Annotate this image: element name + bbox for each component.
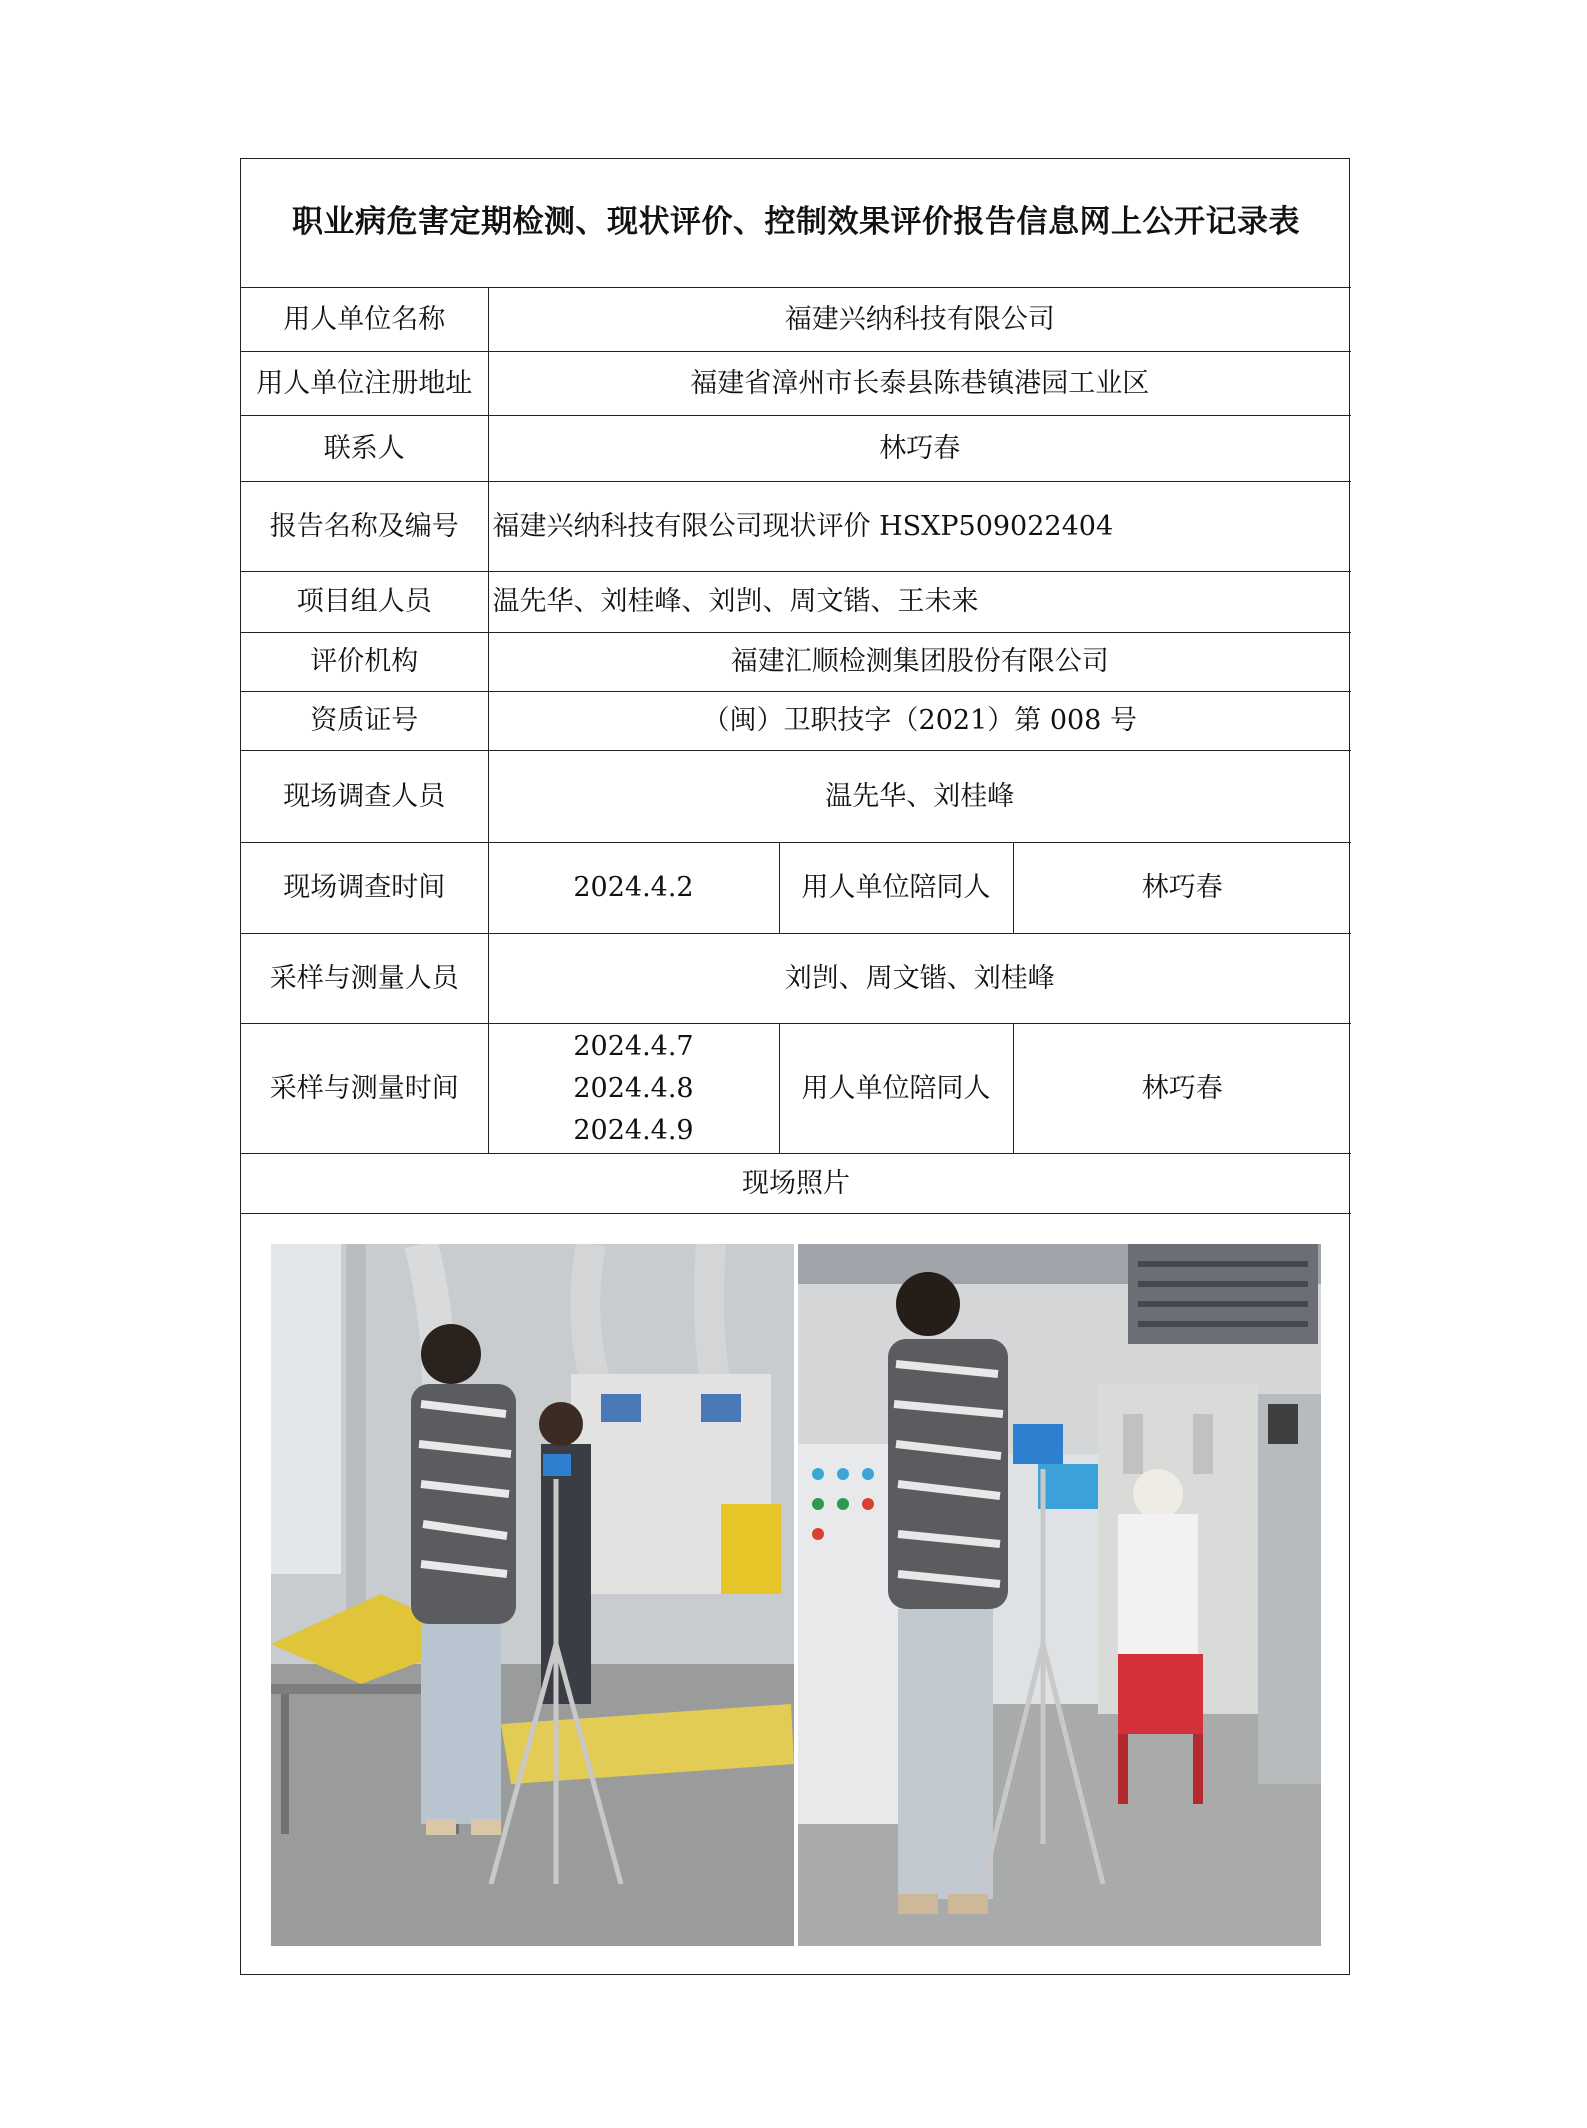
sampling-date: 2024.4.7 <box>573 1030 694 1062</box>
form-title: 职业病危害定期检测、现状评价、控制效果评价报告信息网上公开记录表 <box>241 159 1351 288</box>
row-survey-time <box>241 843 1351 934</box>
label-survey-time: 现场调查时间 <box>241 843 488 934</box>
value-team: 温先华、刘桂峰、刘剀、周文锴、王未来 <box>488 572 1351 633</box>
value-survey-time: 2024.4.2 <box>488 843 779 934</box>
row-report <box>241 482 1351 572</box>
label-sampling-staff: 采样与测量人员 <box>241 934 488 1024</box>
value-survey-staff: 温先华、刘桂峰 <box>488 751 1351 843</box>
label-report: 报告名称及编号 <box>241 482 488 572</box>
row-sampling-staff <box>241 934 1351 1024</box>
value-contact: 林巧春 <box>488 416 1351 482</box>
value-sampling-companion: 林巧春 <box>1013 1024 1351 1154</box>
row-license <box>241 692 1351 751</box>
value-employer-address: 福建省漳州市长泰县陈巷镇港园工业区 <box>488 352 1351 416</box>
value-license: （闽）卫职技字（2021）第 008 号 <box>488 692 1351 751</box>
label-agency: 评价机构 <box>241 633 488 692</box>
row-sampling-time <box>241 1024 1351 1154</box>
value-sampling-dates <box>488 1024 779 1154</box>
record-form <box>240 158 1350 1975</box>
row-employer-name <box>241 288 1351 352</box>
label-employer-name: 用人单位名称 <box>241 288 488 352</box>
value-report: 福建兴纳科技有限公司现状评价 HSXP509022404 <box>488 482 1351 572</box>
label-license: 资质证号 <box>241 692 488 751</box>
label-employer-address: 用人单位注册地址 <box>241 352 488 416</box>
row-survey-staff <box>241 751 1351 843</box>
value-sampling-staff: 刘剀、周文锴、刘桂峰 <box>488 934 1351 1024</box>
photos-cell <box>241 1214 1351 1975</box>
label-survey-companion: 用人单位陪同人 <box>779 843 1013 934</box>
value-employer-name: 福建兴纳科技有限公司 <box>488 288 1351 352</box>
sampling-date: 2024.4.8 <box>573 1072 694 1104</box>
row-photos <box>241 1214 1351 1975</box>
label-team: 项目组人员 <box>241 572 488 633</box>
record-table <box>241 159 1351 1974</box>
row-photos-label <box>241 1154 1351 1214</box>
row-contact <box>241 416 1351 482</box>
value-agency: 福建汇顺检测集团股份有限公司 <box>488 633 1351 692</box>
photos-heading: 现场照片 <box>241 1154 1351 1214</box>
label-sampling-time: 采样与测量时间 <box>241 1024 488 1154</box>
title-row <box>241 159 1351 288</box>
sampling-date: 2024.4.9 <box>573 1114 694 1146</box>
site-photo-packing-line <box>271 1244 794 1946</box>
label-contact: 联系人 <box>241 416 488 482</box>
row-team <box>241 572 1351 633</box>
value-survey-companion: 林巧春 <box>1013 843 1351 934</box>
row-employer-address <box>241 352 1351 416</box>
site-photo-control-room <box>798 1244 1321 1946</box>
label-survey-staff: 现场调查人员 <box>241 751 488 843</box>
label-sampling-companion: 用人单位陪同人 <box>779 1024 1013 1154</box>
row-agency <box>241 633 1351 692</box>
